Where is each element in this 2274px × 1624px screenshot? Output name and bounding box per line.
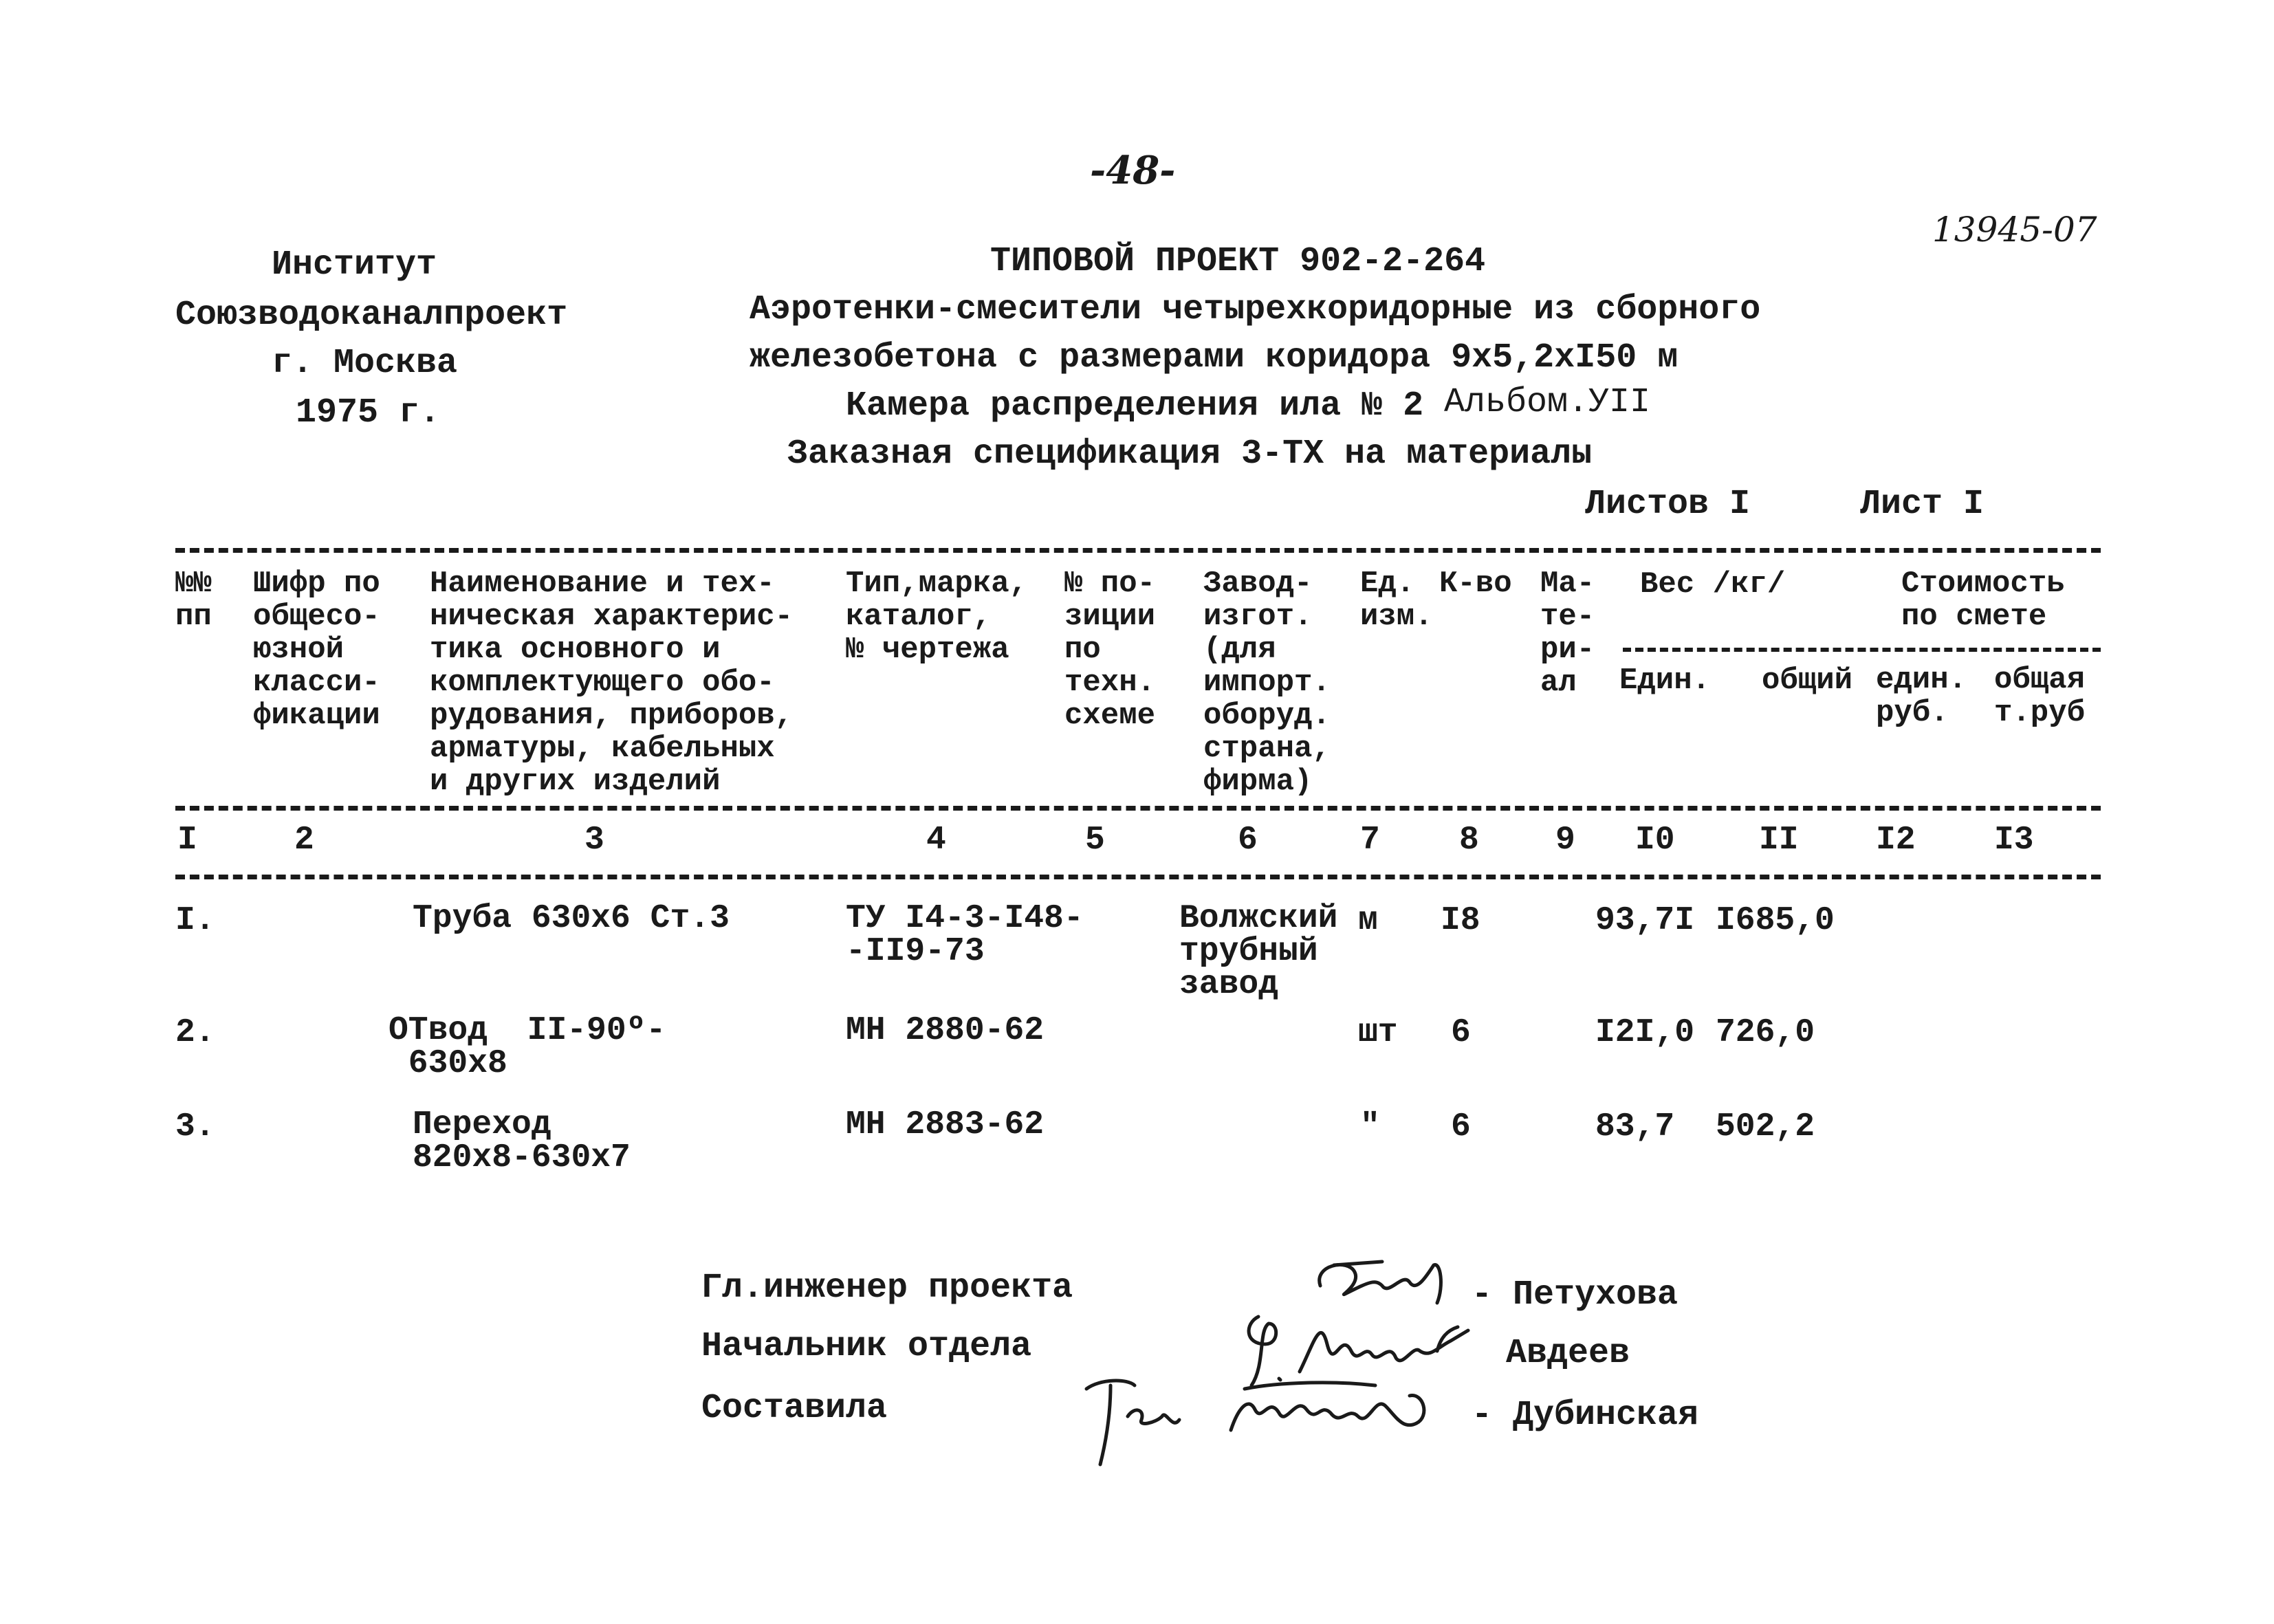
sheets-total: Листов I — [1585, 485, 1751, 524]
column-number: I2 — [1876, 822, 1916, 859]
header-cost-total: общая т.руб — [1994, 663, 2086, 730]
column-number: 5 — [1085, 822, 1105, 859]
column-number: 6 — [1238, 822, 1258, 859]
column-number: I0 — [1635, 822, 1675, 859]
header-bottom-rule — [175, 806, 2101, 811]
signature-role-compiler: Составила — [701, 1389, 888, 1428]
signature-name-avdeev: Авдеев — [1506, 1334, 1630, 1373]
header-quantity: К-во — [1439, 567, 1512, 601]
institute-label: Институт — [272, 245, 437, 285]
project-chamber: Камера распределения ила № 2 — [846, 386, 1424, 426]
row-manufacturer: Волжский трубный завод — [1179, 900, 1338, 1003]
header-type: Тип,марка, каталог, № чертежа — [846, 567, 1028, 667]
signature-role-department-head: Начальник отдела — [701, 1327, 1032, 1366]
handwritten-signature-compiler — [1073, 1368, 1458, 1471]
row-name: ОТвод II-90º- 630х8 — [389, 1012, 666, 1082]
header-material: Ма- те- ри- ал — [1540, 567, 1595, 700]
weight-cost-subrule — [1623, 648, 2101, 652]
column-number: 4 — [926, 822, 946, 859]
row-number: 3. — [175, 1108, 215, 1145]
column-number: 3 — [584, 822, 604, 859]
row-quantity: 6 — [1451, 1108, 1471, 1145]
column-number: I3 — [1994, 822, 2034, 859]
project-album: Альбом.УII — [1444, 383, 1651, 422]
row-weight-total: 502,2 — [1716, 1108, 1815, 1145]
institute-city: г. Москва — [272, 344, 458, 383]
header-position: № по- зиции по техн. схеме — [1064, 567, 1156, 733]
row-quantity: 6 — [1451, 1014, 1471, 1051]
header-weight-total: общий — [1762, 663, 1853, 698]
header-cost: Стоимость по смете — [1901, 567, 2065, 634]
row-quantity: I8 — [1441, 902, 1480, 939]
header-cost-unit: един. руб. — [1876, 663, 1967, 730]
column-number: 7 — [1360, 822, 1380, 859]
project-title-line1: Аэротенки-смесители четырехкоридорные из сборного — [750, 290, 1761, 329]
row-weight-unit: 83,7 — [1595, 1108, 1675, 1145]
institute-year: 1975 г. — [296, 393, 441, 432]
header-classification: Шифр по общесо- юзной класси- фикации — [253, 567, 380, 733]
inventory-number: 13945-07 — [1932, 210, 2097, 250]
row-weight-total: 726,0 — [1716, 1014, 1815, 1051]
signature-role-chief-engineer: Гл.инженер проекта — [701, 1269, 1073, 1308]
page-number: -48- — [1090, 148, 1176, 193]
row-weight-unit: 93,7I — [1595, 902, 1695, 939]
row-unit: " — [1360, 1108, 1380, 1145]
row-unit: м — [1358, 902, 1378, 939]
row-number: 2. — [175, 1014, 215, 1051]
project-code: ТИПОВОЙ ПРОЕКТ 902-2-264 — [990, 242, 1486, 281]
header-weight-unit: Един. — [1619, 663, 1711, 698]
signature-name-petukhova: - Петухова — [1472, 1275, 1679, 1315]
table-top-rule — [175, 548, 2101, 553]
column-number: 9 — [1555, 822, 1575, 859]
column-numbers-rule — [175, 875, 2101, 879]
row-weight-unit: I2I,0 — [1595, 1014, 1695, 1051]
institute-name: Союзводоканалпроект — [175, 296, 568, 335]
row-weight-total: I685,0 — [1716, 902, 1835, 939]
column-number: I — [177, 822, 197, 859]
header-manufacturer: Завод- изгот. (для импорт. оборуд. страна, фирма) — [1203, 567, 1331, 799]
header-weight: Вес /кг/ — [1640, 567, 1786, 602]
row-type: ТУ I4-3-I48- -II9-73 — [846, 900, 1084, 970]
header-name: Наименование и тех- ническая характерис- тика основного и комплектующего обо- рудования, приборов, арматуры, кабельных и других изделий — [430, 567, 794, 799]
row-number: I. — [175, 902, 215, 939]
row-unit: шт — [1358, 1014, 1398, 1051]
column-number: 2 — [294, 822, 314, 859]
column-number: II — [1759, 822, 1799, 859]
project-spec: Заказная спецификация 3-ТХ на материалы — [787, 435, 1593, 474]
row-name: Труба 630х6 Ст.3 — [413, 900, 730, 937]
row-type: МН 2880-62 — [846, 1012, 1045, 1049]
signature-name-dubinskaya: - Дубинская — [1472, 1396, 1699, 1435]
header-unit: Ед. изм. — [1360, 567, 1433, 634]
row-name: Переход 820х8-630х7 — [413, 1106, 631, 1176]
row-type: МН 2883-62 — [846, 1106, 1045, 1143]
sheet-current: Лист I — [1860, 485, 1985, 524]
header-row-number: №№ пп — [175, 567, 212, 634]
column-number: 8 — [1459, 822, 1479, 859]
project-title-line2: железобетона с размерами коридора 9х5,2хI50 м — [750, 338, 1679, 377]
